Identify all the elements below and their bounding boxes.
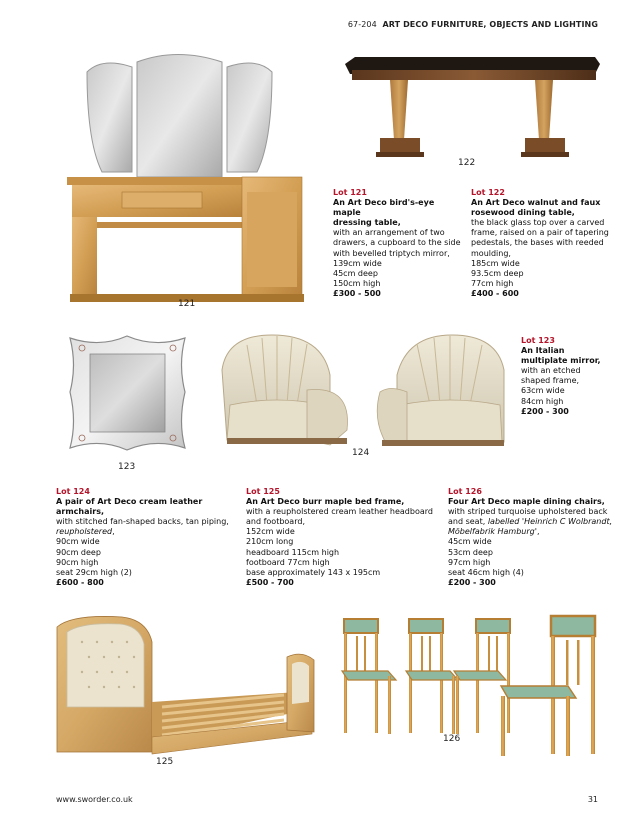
lot-detail-line <box>448 527 618 537</box>
lot-detail-line: 93.5cm deep <box>471 268 524 278</box>
lot-detail-line: 97cm high <box>448 557 491 567</box>
lot-detail-line: 210cm long <box>246 537 294 547</box>
lot-detail-line: frame, raised on a pair of tapering <box>471 228 609 238</box>
dining-chairs-image <box>336 614 601 762</box>
lot-detail-line: the black glass top over a carved <box>471 218 605 228</box>
lot-124-description <box>56 487 241 588</box>
armchairs-image <box>212 330 512 460</box>
lot-title-line: multiplate mirror, <box>521 356 601 366</box>
lot-estimate: £500 - 700 <box>246 577 294 587</box>
dressing-table-image <box>62 52 307 307</box>
lot-estimate: £200 - 300 <box>521 406 569 416</box>
lot-125-description <box>246 487 441 588</box>
lot-detail-line: base approximately 143 x 195cm <box>246 567 381 577</box>
lot-title-line: armchairs, <box>56 507 105 517</box>
lot-detail-line: 185cm wide <box>471 258 520 268</box>
lot-detail-line: moulding, <box>471 248 511 258</box>
lot-detail-line: headboard 115cm high <box>246 547 340 557</box>
figure-number-125: 125 <box>156 757 174 767</box>
figure-number-124: 124 <box>352 448 370 458</box>
lot-title-line: An Art Deco walnut and faux <box>471 198 601 208</box>
lot-detail-line: footboard 77cm high <box>246 557 330 567</box>
page-number: 31 <box>587 795 598 804</box>
lot-detail-line: with striped turquoise upholstered back <box>448 507 608 517</box>
figure-number-121: 121 <box>178 299 196 309</box>
lot-number: Lot 123 <box>521 336 555 345</box>
punctuation: , <box>112 527 115 537</box>
lot-range: 67-204 <box>347 20 377 29</box>
figure-number-122: 122 <box>458 158 476 168</box>
lot-number: Lot 124 <box>56 487 90 496</box>
figure-number-126: 126 <box>443 734 461 744</box>
lot-title-line: A pair of Art Deco cream leather <box>56 497 203 507</box>
lot-estimate: £300 - 500 <box>333 288 381 298</box>
bed-frame-image <box>52 612 322 760</box>
lot-estimate: £400 - 600 <box>471 288 519 298</box>
lot-detail-line: 139cm wide <box>333 258 382 268</box>
section-title: ART DECO FURNITURE, OBJECTS AND LIGHTING <box>382 20 598 29</box>
lot-title-line: rosewood dining table, <box>471 208 575 218</box>
lot-detail-line: and footboard, <box>246 517 305 527</box>
lot-detail-line: 152cm wide <box>246 527 295 537</box>
lot-title-line: An Italian <box>521 346 565 356</box>
lot-detail-line: with an arrangement of two <box>333 228 445 238</box>
lot-detail-line: 90cm deep <box>56 547 101 557</box>
lot-detail-line: 45cm wide <box>448 537 492 547</box>
lot-detail-line <box>56 527 241 537</box>
lot-126-description <box>448 487 618 588</box>
lot-number: Lot 122 <box>471 188 505 197</box>
lot-detail-line: 90cm wide <box>56 537 100 547</box>
page-header <box>348 20 598 29</box>
lot-detail-line: 84cm high <box>521 396 564 406</box>
lot-detail-line: with an etched <box>521 366 581 376</box>
lot-123-description <box>521 336 611 417</box>
lot-detail-line: 150cm high <box>333 278 381 288</box>
lot-detail-line: shaped frame, <box>521 376 580 386</box>
lot-number: Lot 125 <box>246 487 280 496</box>
lot-detail-line: 45cm deep <box>333 268 378 278</box>
lot-title-line: Four Art Deco maple dining chairs, <box>448 497 605 507</box>
lot-detail-line: 90cm high <box>56 557 99 567</box>
lot-estimate: £200 - 300 <box>448 577 496 587</box>
lot-detail-line <box>448 517 618 527</box>
lot-detail-line: seat 29cm high (2) <box>56 567 132 577</box>
lot-detail-line: with a reupholstered cream leather headboard <box>246 507 433 517</box>
lot-title-line: An Art Deco bird's-eye maple <box>333 198 435 218</box>
website-link[interactable]: www.sworder.co.uk <box>56 795 133 804</box>
text: and seat, <box>448 517 488 527</box>
lot-122-description <box>471 188 611 299</box>
multiplate-mirror-image <box>60 330 195 455</box>
lot-detail-line: with stitched fan-shaped backs, tan piping, <box>56 517 229 527</box>
lot-detail-line: with bevelled triptych mirror, <box>333 248 450 258</box>
lot-estimate: £600 - 800 <box>56 577 104 587</box>
lot-detail-line: seat 46cm high (4) <box>448 567 524 577</box>
lot-detail-line: 53cm deep <box>448 547 493 557</box>
lot-title-line: An Art Deco burr maple bed frame, <box>246 497 405 507</box>
lot-detail-line: 77cm high <box>471 278 514 288</box>
italic-text: reupholstered <box>56 527 113 537</box>
italic-text: labelled 'Heinrich C Wolbrandt, <box>487 517 613 527</box>
lot-detail-line: pedestals, the bases with reeded <box>471 238 604 248</box>
dining-table-image <box>340 52 605 162</box>
lot-121-description <box>333 188 463 299</box>
lot-detail-line: 63cm wide <box>521 386 565 396</box>
lot-number: Lot 126 <box>448 487 482 496</box>
figure-number-123: 123 <box>118 462 136 472</box>
lot-title-line: dressing table, <box>333 218 401 228</box>
punctuation: , <box>536 527 540 537</box>
lot-number: Lot 121 <box>333 188 367 197</box>
italic-text: Möbelfabrik Hamburg' <box>448 527 537 537</box>
lot-detail-line: drawers, a cupboard to the side <box>333 238 461 248</box>
